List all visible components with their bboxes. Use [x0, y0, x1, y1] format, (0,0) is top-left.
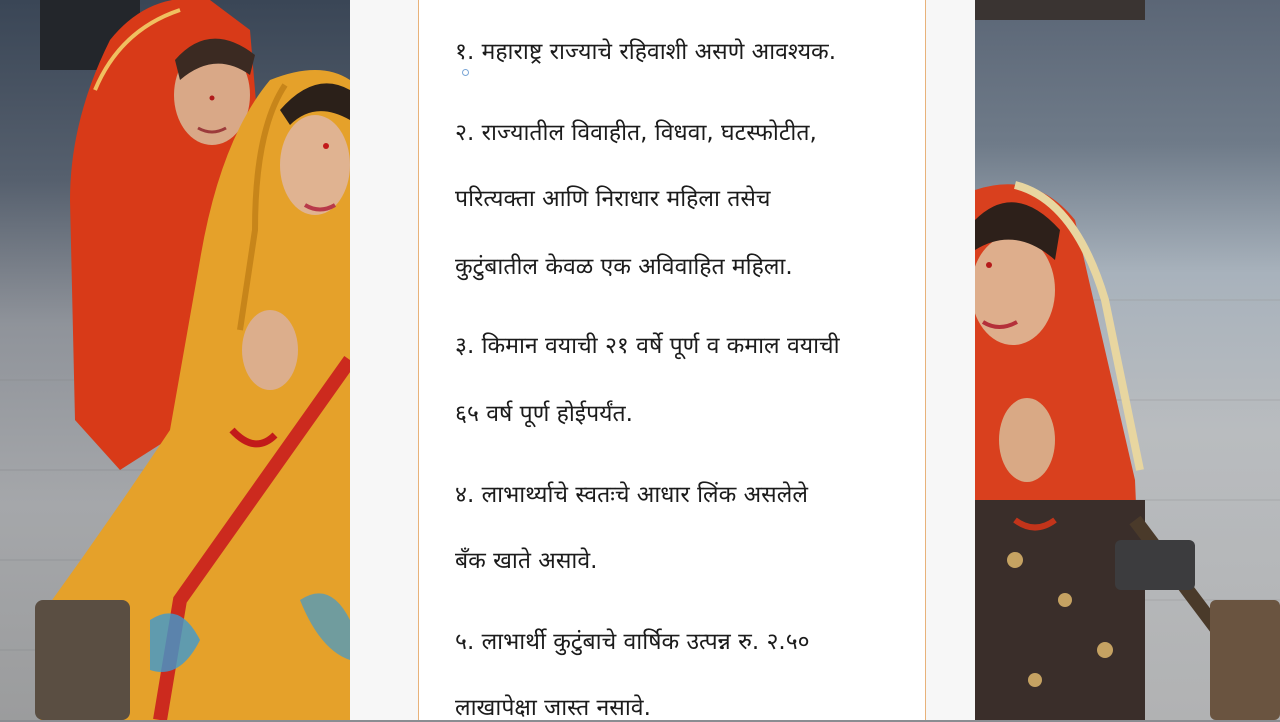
eligibility-line-4: कुटुंबातील केवळ एक अविवाहित महिला.: [455, 254, 793, 280]
document-card: [418, 0, 926, 720]
eligibility-line-2: २. राज्यातील विवाहीत, विधवा, घटस्फोटीत,: [455, 120, 817, 146]
eligibility-line-5: ३. किमान वयाची २१ वर्षे पूर्ण व कमाल वयाची: [455, 333, 840, 359]
left-photo: [0, 0, 350, 720]
eligibility-line-8: बँक खाते असावे.: [455, 548, 598, 574]
cursor-marker-icon: [462, 69, 469, 76]
eligibility-line-7: ४. लाभार्थ्याचे स्वतःचे आधार लिंक असलेले: [455, 482, 808, 508]
women-in-saree-illustration: [0, 0, 350, 720]
eligibility-line-1: १. महाराष्ट्र राज्याचे रहिवाशी असणे आवश्यक.: [455, 39, 837, 65]
woman-in-saree-illustration: [975, 0, 1280, 720]
eligibility-line-9: ५. लाभार्थी कुटुंबाचे वार्षिक उत्पन्न रु. २.५०: [455, 629, 810, 655]
eligibility-line-10: लाखापेक्षा जास्त नसावे.: [455, 695, 651, 721]
right-photo: [975, 0, 1280, 720]
eligibility-line-6: ६५ वर्ष पूर्ण होईपर्यंत.: [455, 401, 633, 427]
eligibility-line-3: परित्यक्ता आणि निराधार महिला तसेच: [455, 186, 771, 212]
